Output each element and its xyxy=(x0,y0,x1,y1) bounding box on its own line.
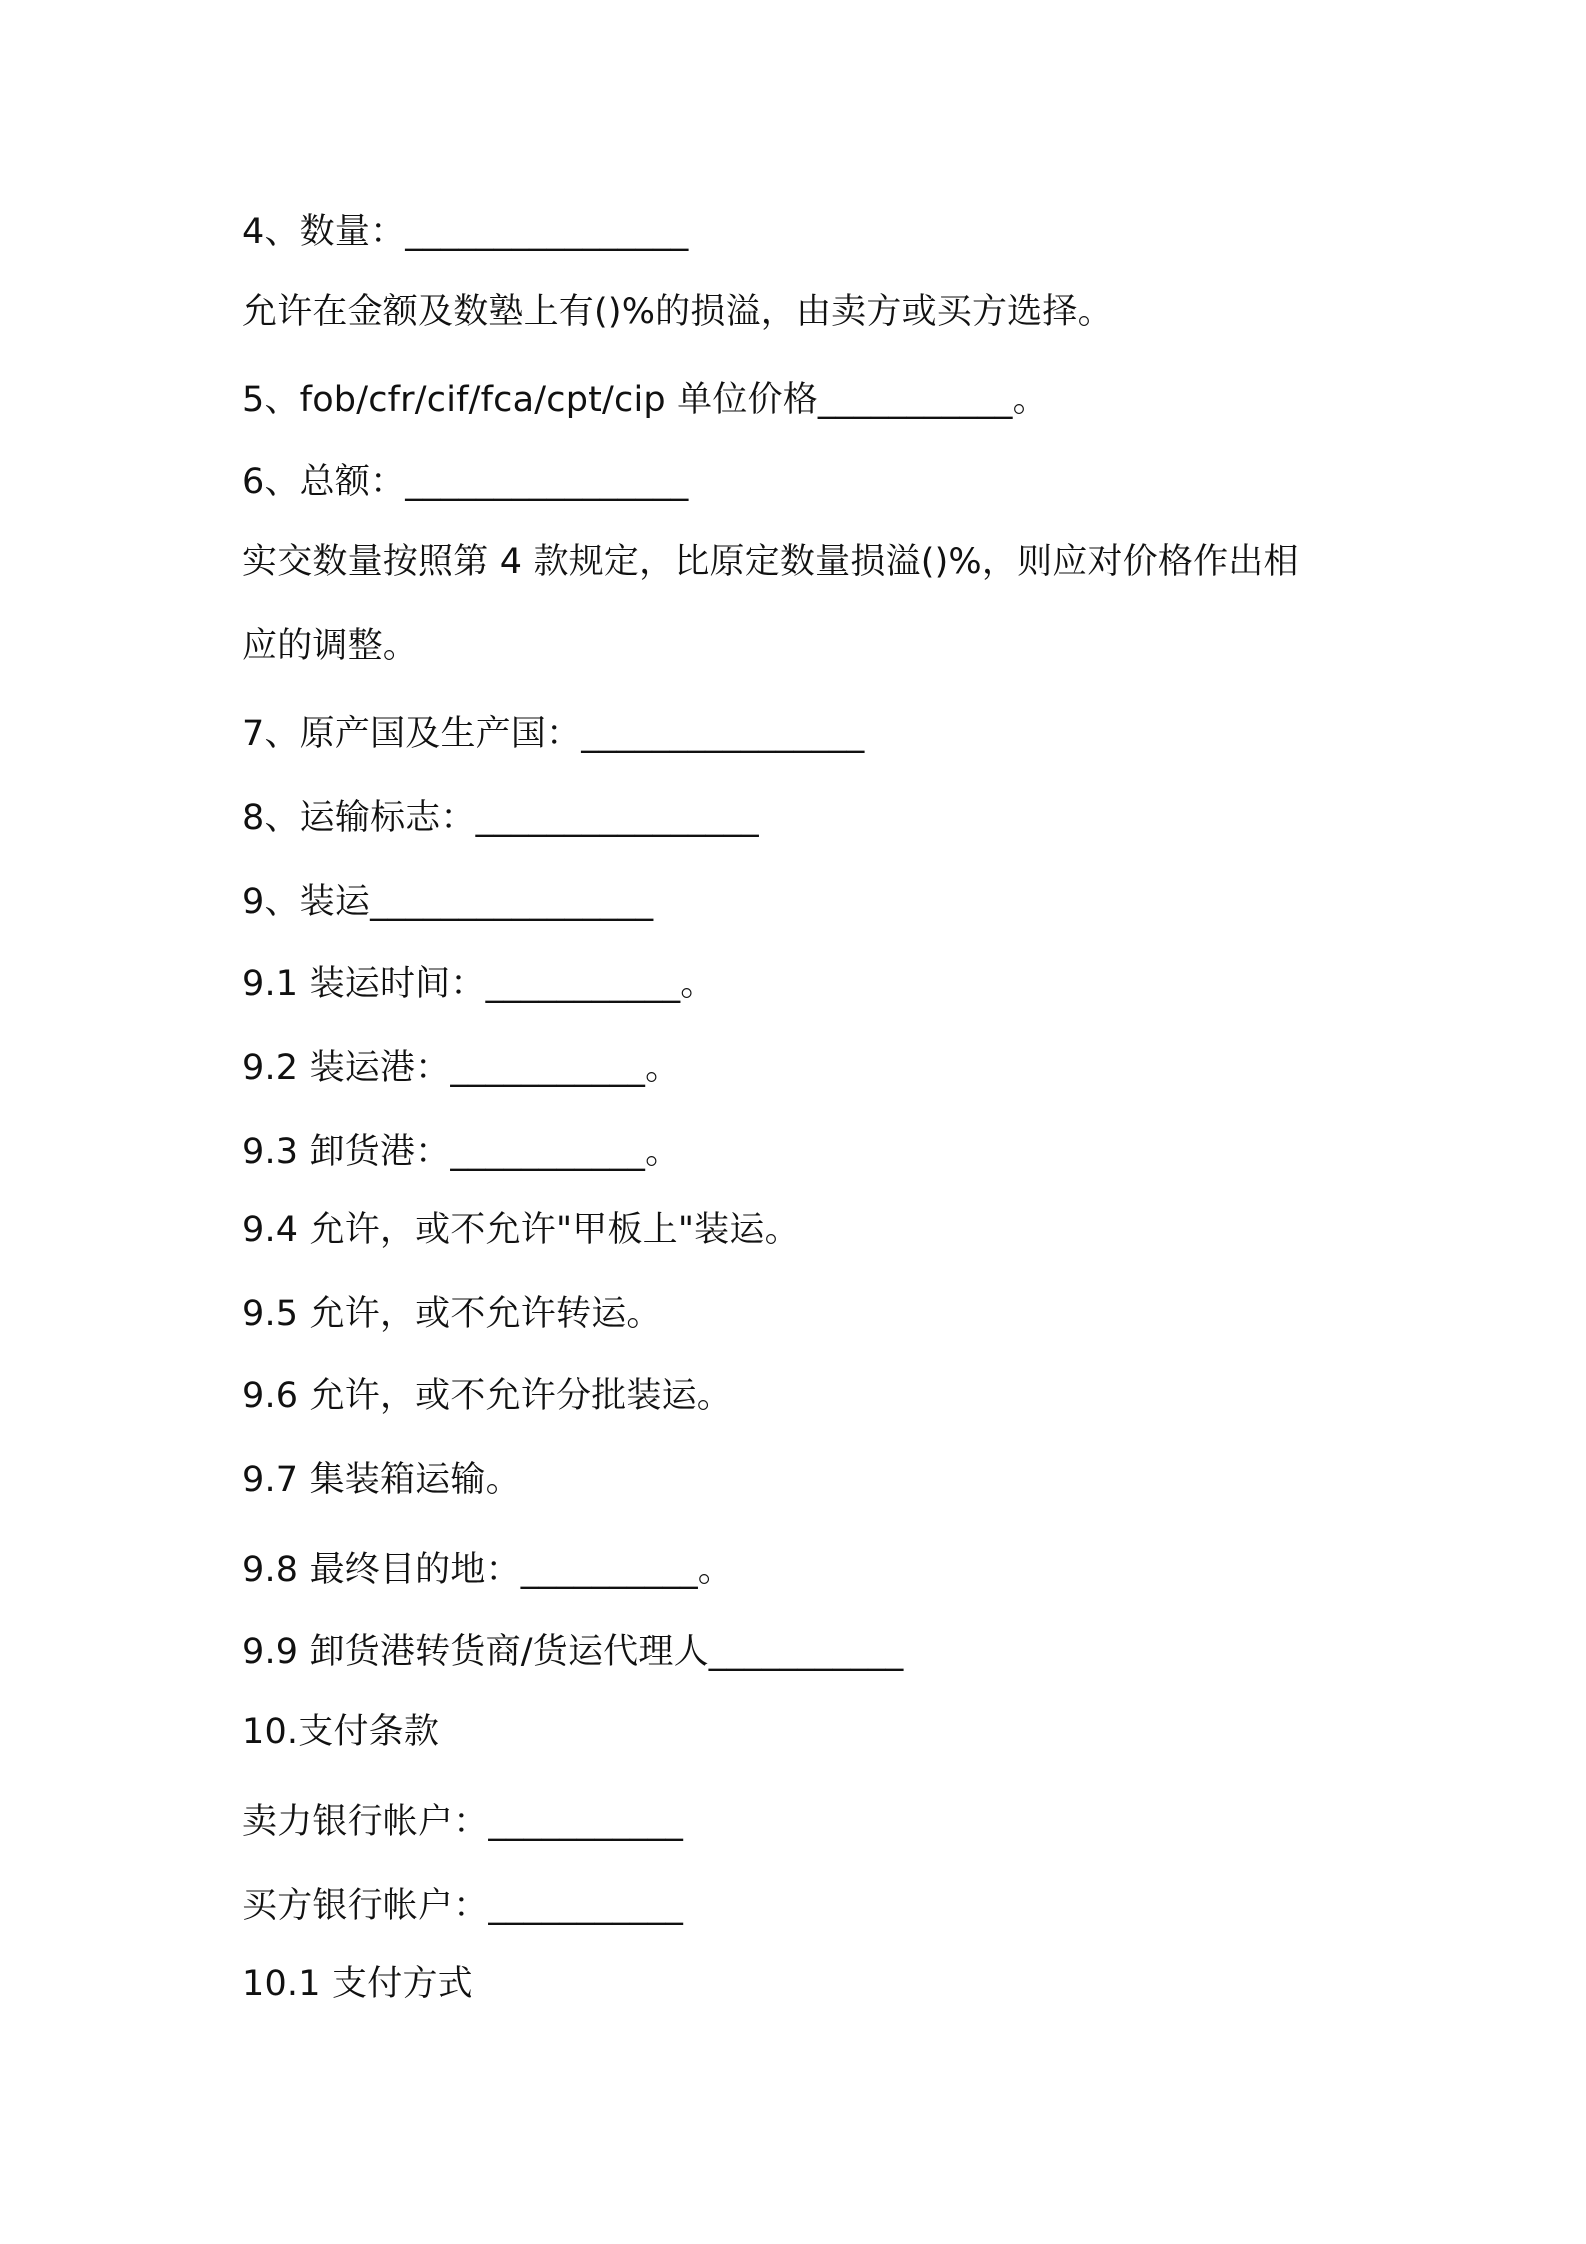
clause-4-quantity: 4、数量：________________ xyxy=(242,212,689,252)
clause-9-6-partial-shipment: 9.6 允许，或不允许分批装运。 xyxy=(242,1376,732,1416)
seller-bank-account: 卖力银行帐户：___________ xyxy=(242,1802,684,1842)
price-adjustment-text-cont: 应的调整。 xyxy=(242,626,419,666)
clause-9-8-destination: 9.8 最终目的地：__________。 xyxy=(242,1550,733,1590)
buyer-bank-account: 买方银行帐户：___________ xyxy=(242,1886,684,1926)
clause-9-9-forwarder: 9.9 卸货港转货商/货运代理人___________ xyxy=(242,1632,904,1672)
clause-5-unit-price: 5、fob/cfr/cif/fca/cpt/cip 单位价格___________。 xyxy=(242,380,1048,420)
clause-6-total-amount: 6、总额：________________ xyxy=(242,462,689,502)
clause-9-5-transshipment: 9.5 允许，或不允许转运。 xyxy=(242,1294,662,1334)
clause-9-3-discharge-port: 9.3 卸货港：___________。 xyxy=(242,1132,681,1172)
clause-10-1-payment-method: 10.1 支付方式 xyxy=(242,1964,473,2004)
price-adjustment-text: 实交数量按照第 4 款规定，比原定数量损溢()%，则应对价格作出相 xyxy=(242,542,1299,582)
clause-9-2-loading-port: 9.2 装运港：___________。 xyxy=(242,1048,681,1088)
quantity-tolerance-text: 允许在金额及数塾上有()%的损溢，由卖方或买方选择。 xyxy=(242,292,1113,332)
clause-8-shipping-marks: 8、运输标志：________________ xyxy=(242,798,759,838)
clause-7-origin: 7、原产国及生产国：________________ xyxy=(242,714,865,754)
clause-10-payment-terms: 10.支付条款 xyxy=(242,1712,440,1752)
clause-9-4-on-deck: 9.4 允许，或不允许"甲板上"装运。 xyxy=(242,1210,800,1250)
clause-9-7-container: 9.7 集装箱运输。 xyxy=(242,1460,521,1500)
clause-9-shipment: 9、装运________________ xyxy=(242,882,654,922)
clause-9-1-shipment-time: 9.1 装运时间：___________。 xyxy=(242,964,716,1004)
